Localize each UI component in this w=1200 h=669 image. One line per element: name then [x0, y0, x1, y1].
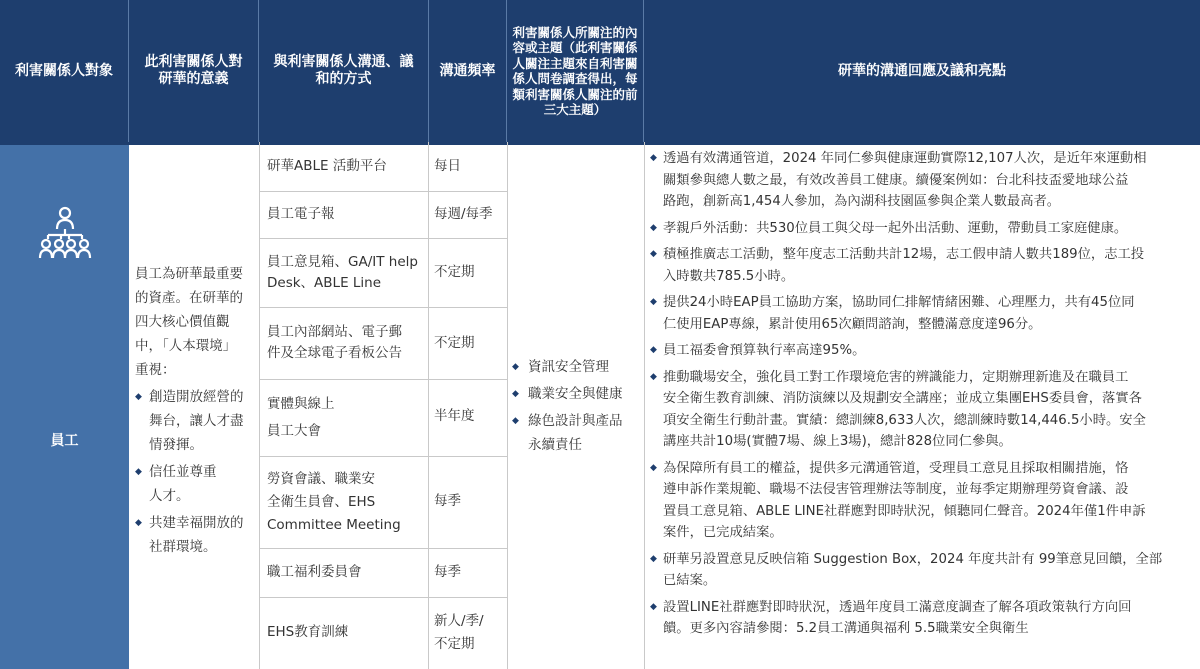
- response-item: [650, 292, 1195, 335]
- topics-cell: [512, 355, 642, 460]
- text-line: Desk、ABLE Line: [267, 275, 382, 291]
- header-concerns: 利害關係人所關注的內容或主題（此利害關係人關注主題來自利害關係人問卷調查得出，每類利害關係人關注的前三大主題）: [507, 0, 644, 142]
- header-response: 研華的溝通回應及議和亮點: [644, 0, 1200, 142]
- text-line: 員工為研華最重要: [135, 266, 243, 282]
- row-divider: [259, 307, 507, 308]
- text-line: 員工內部網站、電子郵: [267, 324, 402, 340]
- row-divider: [259, 191, 507, 192]
- header-meaning: 此利害關係人對研華的意義: [129, 0, 259, 142]
- frequency-cell: [434, 262, 475, 283]
- text-line: 已結案。: [663, 573, 717, 588]
- text-line: 置員工意見箱、ABLE LINE社群應對即時狀況，傾聽同仁聲音。2024年僅1件申訴: [663, 503, 1146, 519]
- meaning-bullet: [135, 511, 255, 559]
- text-line: 每日: [434, 158, 461, 174]
- grid-line: [507, 142, 508, 669]
- meaning-cell: [135, 262, 255, 559]
- response-item: [650, 244, 1195, 287]
- stakeholder-name: 員工: [50, 433, 79, 449]
- row-divider: [259, 238, 507, 239]
- text-line: 永續責任: [528, 437, 582, 453]
- text-line: 職工福利委員會: [267, 564, 362, 580]
- text-line: 中，「人本環境」: [135, 338, 237, 354]
- frequency-cell: [434, 491, 461, 512]
- meaning-bullet: [135, 460, 255, 508]
- response-item: [650, 340, 1195, 362]
- text-line: ◆ 推動職場安全，強化員工對工作環境危害的辨識能力，定期辦理新進及在職員工: [663, 369, 1129, 385]
- header-divider: [0, 142, 1200, 145]
- row-divider: [259, 548, 507, 549]
- channel-cell: [267, 391, 335, 445]
- frequency-cell: [434, 406, 475, 427]
- text-line: 件及全球電子看板公告: [267, 345, 402, 361]
- text-line: 員工意見箱、GA/IT help: [267, 254, 418, 270]
- text-line: ◆ 透過有效溝通管道，2024 年同仁參與健康運動實際12,107人次，是近年來運動相: [663, 151, 1147, 166]
- frequency-cell: [434, 562, 461, 583]
- text-line: 半年度: [434, 408, 475, 424]
- channel-cell: [267, 562, 362, 583]
- text-line: 項安全衛生行動計畫。實績：總訓練8,633人次，總訓練時數14,446.5小時。安全: [663, 412, 1146, 428]
- text-line: 每季: [434, 564, 461, 580]
- response-item: [650, 218, 1195, 240]
- row-divider: [259, 597, 507, 598]
- text-line: 不定期: [434, 335, 475, 351]
- text-line: 情發揮。: [149, 437, 203, 453]
- response-item: [650, 367, 1195, 453]
- text-line: 案件，已完成結案。: [663, 525, 783, 540]
- text-line: 路跑，創新高1,454人參加，為內湖科技園區參與企業人數最高者。: [663, 194, 1061, 209]
- text-line: 不定期: [434, 264, 475, 280]
- text-line: ◆ 積極推廣志工活動，整年度志工活動共計12場，志工假申請人數共189位，志工投: [663, 247, 1145, 262]
- text-line: 入時數共785.5小時。: [663, 268, 795, 284]
- text-line: ◆ 提供24小時EAP員工協助方案，協助同仁排解情緒困難、心理壓力，共有45位同: [663, 295, 1135, 310]
- frequency-cell: [434, 610, 484, 656]
- text-line: 遵申訴作業規範、職場不法侵害管理辦法等制度，並每季定期辦理勞資會議、設: [663, 482, 1129, 497]
- text-line: ◆ 員工福委會預算執行率高達95%。: [663, 343, 866, 358]
- topic-item: [512, 355, 642, 379]
- text-line: 每季: [434, 493, 461, 509]
- channel-cell: [267, 322, 402, 364]
- text-line: 不定期: [434, 636, 475, 652]
- grid-line: [644, 142, 645, 669]
- header-stakeholder: 利害關係人對象: [0, 0, 129, 142]
- meaning-intro: [135, 262, 255, 382]
- text-line: 關類參與總人數之最，有效改善員工健康。續優案例如：台北科技盃愛地球公益: [663, 172, 1129, 188]
- text-line: 饋。更多內容請參閱：5.2員工溝通與福利 5.5職業安全與衛生: [663, 621, 1029, 636]
- channel-cell: [267, 156, 387, 177]
- row-divider: [259, 456, 507, 457]
- text-line: 講座共計10場(實體7場、線上3場)，總計828位同仁參與。: [663, 434, 1012, 449]
- text-line: ◆ 綠色設計與產品: [528, 413, 623, 429]
- text-line: 的資產。在研華的: [135, 290, 243, 306]
- text-line: ◆ 信任並尊重: [149, 464, 217, 480]
- response-item: [650, 458, 1195, 544]
- text-line: ◆ 資訊安全管理: [528, 359, 609, 375]
- text-line: ◆ 共建幸福開放的: [149, 515, 244, 531]
- text-line: 四大核心價值觀: [135, 314, 230, 330]
- meaning-bullet: [135, 385, 255, 457]
- channel-cell: [267, 468, 401, 537]
- text-line: 每週/每季: [434, 206, 493, 222]
- text-line: 勞資會議、職業安: [267, 471, 375, 487]
- grid-line: [428, 142, 429, 669]
- frequency-cell: [434, 156, 461, 177]
- grid-line: [259, 142, 260, 669]
- text-line: EHS教育訓練: [267, 624, 349, 640]
- frequency-cell: [434, 333, 475, 354]
- text-line: ◆ 設置LINE社群應對即時狀況，透過年度員工滿意度調查了解各項政策執行方向回: [663, 599, 1132, 615]
- channel-cell: [267, 252, 418, 294]
- response-cell: [650, 148, 1195, 645]
- header-frequency: 溝通頻率: [429, 0, 507, 142]
- text-line: 研華ABLE 活動平台: [267, 158, 387, 174]
- text-line: ◆ 為保障所有員工的權益，提供多元溝通管道，受理員工意見且採取相關措施，恪: [663, 460, 1129, 476]
- channel-cell: [267, 622, 348, 643]
- text-line: ◆ 孝親戶外活動：共530位員工與父母一起外出活動、運動，帶動員工家庭健康。: [663, 220, 1128, 236]
- text-line: ◆ 研華另設置意見反映信箱 Suggestion Box，2024 年度共計有 99筆意見回饋，全部: [663, 551, 1163, 567]
- response-item: [650, 148, 1195, 213]
- frequency-cell: [434, 204, 493, 225]
- row-divider: [259, 379, 507, 380]
- text-line: 社群環境。: [149, 539, 217, 555]
- text-line: 舞台，讓人才盡: [149, 413, 244, 429]
- text-line: 員工大會: [267, 423, 321, 439]
- text-line: 員工電子報: [267, 206, 335, 222]
- text-line: 全衛生員會、EHS: [267, 494, 376, 510]
- text-line: 新人/季/: [434, 613, 484, 629]
- response-item: [650, 549, 1195, 592]
- channel-cell: [267, 204, 335, 225]
- text-line: 重視：: [135, 362, 176, 378]
- text-line: 實體與線上: [267, 396, 335, 412]
- text-line: Committee Meeting: [267, 517, 401, 533]
- response-item: [650, 597, 1195, 640]
- text-line: ◆ 創造開放經營的: [149, 389, 244, 405]
- header-channels: 與利害關係人溝通、議和的方式: [259, 0, 429, 142]
- text-line: 安全衛生教育訓練、消防演練以及規劃安全講座；並成立集團EHS委員會，落實各: [663, 391, 1142, 406]
- topic-item: [512, 382, 642, 406]
- text-line: 人才。: [149, 488, 190, 504]
- text-line: ◆ 職業安全與健康: [528, 386, 623, 402]
- people-group-icon: [38, 205, 92, 259]
- topic-item: [512, 409, 642, 457]
- text-line: 仁使用EAP專線，累計使用65次顧問諮詢，整體滿意度達96分。: [663, 316, 1042, 332]
